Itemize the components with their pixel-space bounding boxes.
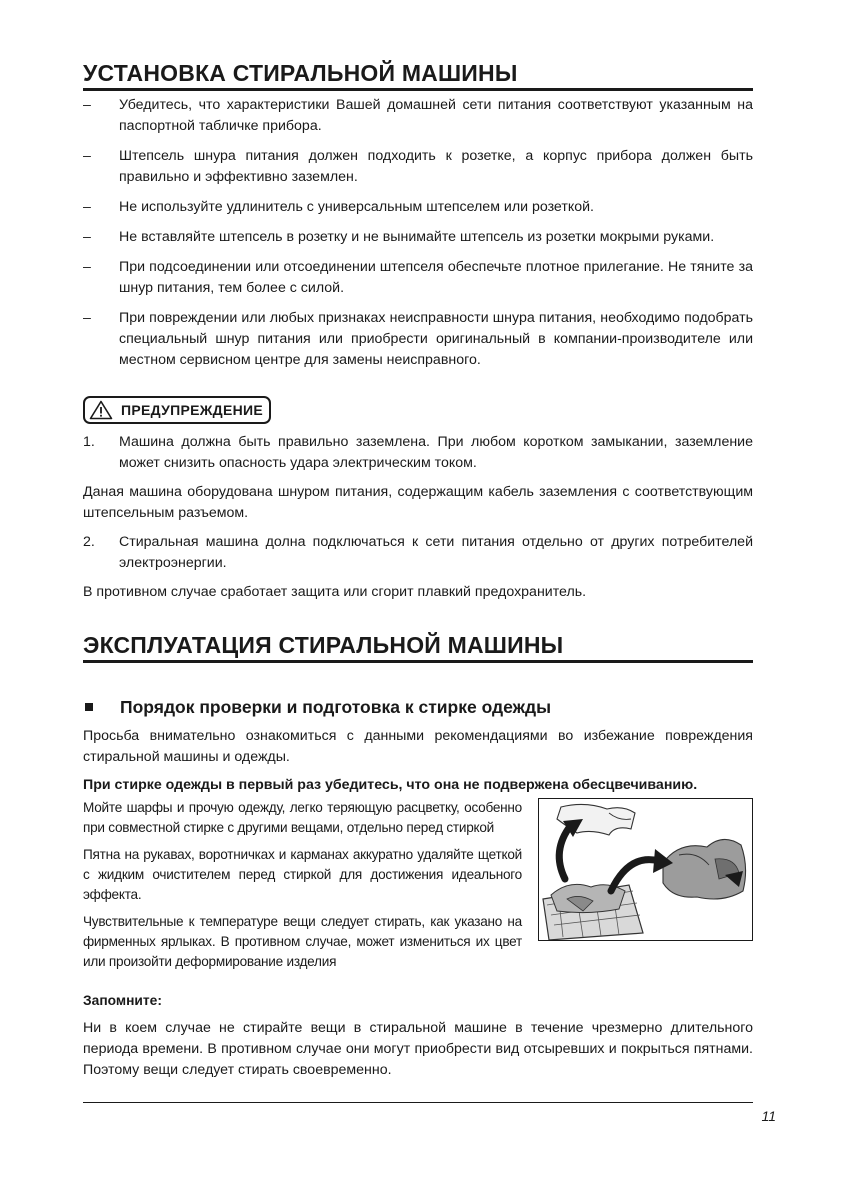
warning-content	[83, 432, 753, 603]
warning-badge	[83, 396, 271, 424]
section-installation	[83, 58, 753, 91]
section-operation	[83, 630, 753, 663]
paragraph: В противном случае сработает защита или сгорит плавкий предохранитель.	[83, 584, 587, 600]
list-item: – Не используйте удлинитель с универсальным штепселем или розеткой.	[83, 199, 594, 215]
section-title-installation: УСТАНОВКА СТИРАЛЬНОЙ МАШИНЫ	[83, 60, 518, 86]
subheading: Порядок проверки и подготовка к стирке одежды	[83, 695, 753, 719]
title-underline	[83, 660, 753, 663]
numbered-item: 2. Стиральная машина долна подключаться к сети питания отдельно от других потребителей электроэнергии.	[83, 534, 753, 571]
list-item: – При подсоединении или отсоединении штепселя обеспечьте плотное прилегание. Не тяните за шнур питания, тем более с силой.	[83, 259, 753, 296]
installation-list	[83, 95, 753, 371]
paragraph: Даная машина оборудована шнуром питания, содержащим кабель заземления с соответствующим штепсельным разъемом.	[83, 484, 753, 521]
remember-label: Запомните:	[83, 993, 162, 1008]
numbered-item: 1. Машина должна быть правильно заземлена. При любом коротком замыкании, заземление может снизить опасность удара электрическим током.	[83, 434, 753, 471]
title-underline	[83, 88, 753, 91]
footer-rule	[83, 1102, 753, 1103]
list-item: – Убедитесь, что характеристики Вашей домашней сети питания соответствуют указанным на паспортной табличке прибора.	[83, 97, 753, 134]
wrap-text-column	[83, 798, 522, 979]
page-number: 11	[761, 1108, 776, 1124]
laundry-illustration	[538, 798, 753, 941]
list-item: – При повреждении или любых признаках неисправности шнура питания, необходимо подобрать специальный шнур питания или приобрести оригинальный в компании-производителе или местном сервисном центре для замены неисправного.	[83, 310, 753, 368]
warning-triangle-icon	[89, 400, 113, 420]
warning-label: ПРЕДУПРЕЖДЕНИЕ	[121, 401, 264, 418]
intro-paragraph: Просьба внимательно ознакомиться с данными рекомендациями во избежание повреждения стиральной машины и одежды.	[83, 728, 753, 765]
square-bullet-icon	[85, 703, 93, 711]
list-item: – Не вставляйте штепсель в розетку и не вынимайте штепсель из розетки мокрыми руками.	[83, 229, 715, 245]
paragraph: Пятна на рукавах, воротничках и карманах аккуратно удаляйте щеткой с жидким очистителем перед стиркой для достижения идеального эффекта.	[83, 847, 522, 902]
section-title-operation: ЭКСПЛУАТАЦИЯ СТИРАЛЬНОЙ МАШИНЫ	[83, 632, 564, 658]
list-item: – Штепсель шнура питания должен подходить к розетке, а корпус прибора должен быть правильно и эффективно заземлен.	[83, 148, 753, 185]
bold-note: При стирке одежды в первый раз убедитесь, что она не подвержена обесцвечиванию.	[83, 777, 698, 793]
paragraph: Мойте шарфы и прочую одежду, легко теряющую расцветку, особенно при совместной стирке с другими вещами, отдельно перед стиркой	[83, 800, 522, 835]
paragraph: Чувствительные к температуре вещи следует стирать, как указано на фирменных ярлыках. В противном случае, может измениться их цвет или произойти деформирование изделия	[83, 914, 522, 969]
laundry-sorting-image	[539, 799, 752, 940]
remember-paragraph: Ни в коем случае не стирайте вещи в стиральной машине в течение чрезмерно длительного периода времени. В противном случае они могут приобрести вид отсыревших и покрыться пятнами. Поэтому вещи следует стирать своевременно.	[83, 1020, 753, 1078]
